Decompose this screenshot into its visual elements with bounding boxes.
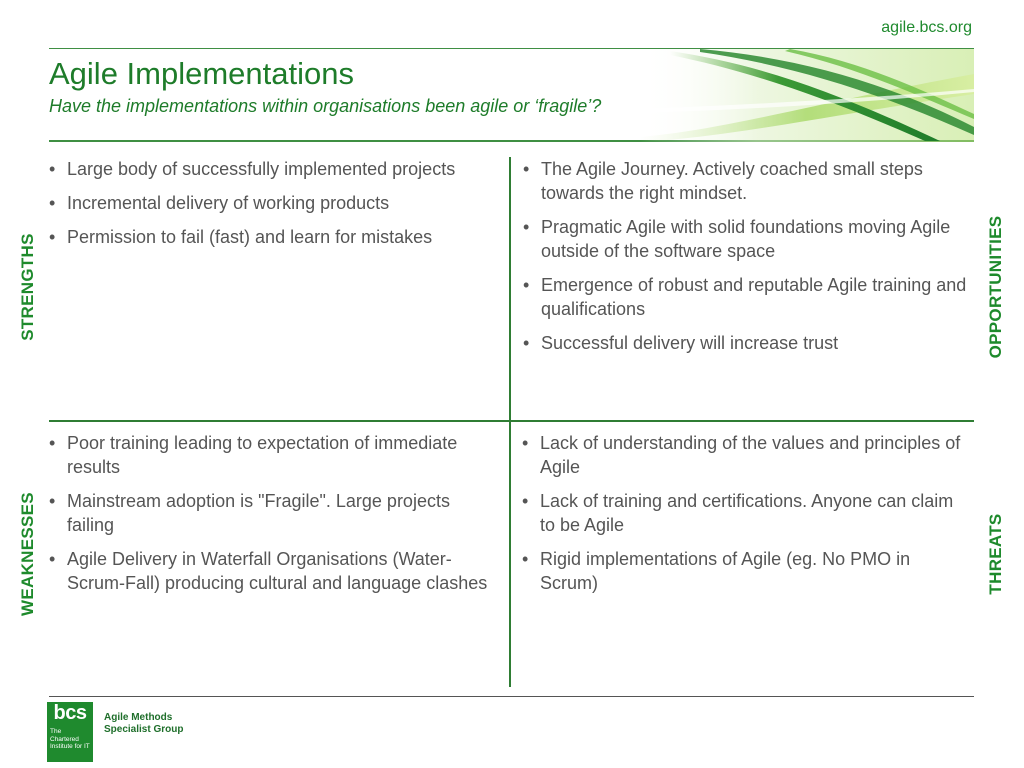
page-title: Agile Implementations [49,56,354,91]
group-name-line2: Specialist Group [104,724,184,735]
list-item: • Emergence of robust and reputable Agile training and qualifications [523,273,978,321]
list-item: • Large body of successfully implemented projects [49,157,501,181]
logo-text: bcs [53,702,87,724]
list-item: • The Agile Journey. Actively coached small steps towards the right mindset. [523,157,978,205]
list-item: • Incremental delivery of working products [49,191,501,215]
logo-subtext: The Chartered Institute for IT [50,728,90,750]
weaknesses-list [49,431,501,605]
threats-label: THREATS [986,513,1005,595]
list-item: • Rigid implementations of Agile (eg. No PMO in Scrum) [522,547,962,595]
weaknesses-label: WEAKNESSES [18,492,37,616]
bcs-logo [47,702,93,762]
list-item: • Agile Delivery in Waterfall Organisations (Water-Scrum-Fall) producing cultural and language clashes [49,547,501,595]
group-name-line1: Agile Methods [104,712,173,723]
list-item: • Lack of training and certifications. Anyone can claim to be Agile [522,489,962,537]
strengths-label: STRENGTHS [18,233,37,341]
list-item: • Permission to fail (fast) and learn for mistakes [49,225,501,249]
grid-vertical-divider [509,157,511,687]
list-item: • Successful delivery will increase trust [523,331,978,355]
site-url: agile.bcs.org [881,19,972,36]
page-subtitle: Have the implementations within organisations been agile or ‘fragile’? [49,96,602,116]
list-item: • Pragmatic Agile with solid foundations moving Agile outside of the software space [523,215,978,263]
list-item: • Mainstream adoption is "Fragile". Large projects failing [49,489,501,537]
specialist-group-name [104,712,183,736]
threats-list [522,431,962,605]
opportunities-list [523,157,978,365]
footer-rule [49,696,974,697]
grid-horizontal-divider [49,420,974,422]
header-swoosh-art [640,49,974,142]
opportunities-label: OPPORTUNITIES [986,215,1005,359]
list-item: • Poor training leading to expectation of immediate results [49,431,501,479]
list-item: • Lack of understanding of the values and principles of Agile [522,431,962,479]
strengths-list [49,157,501,259]
